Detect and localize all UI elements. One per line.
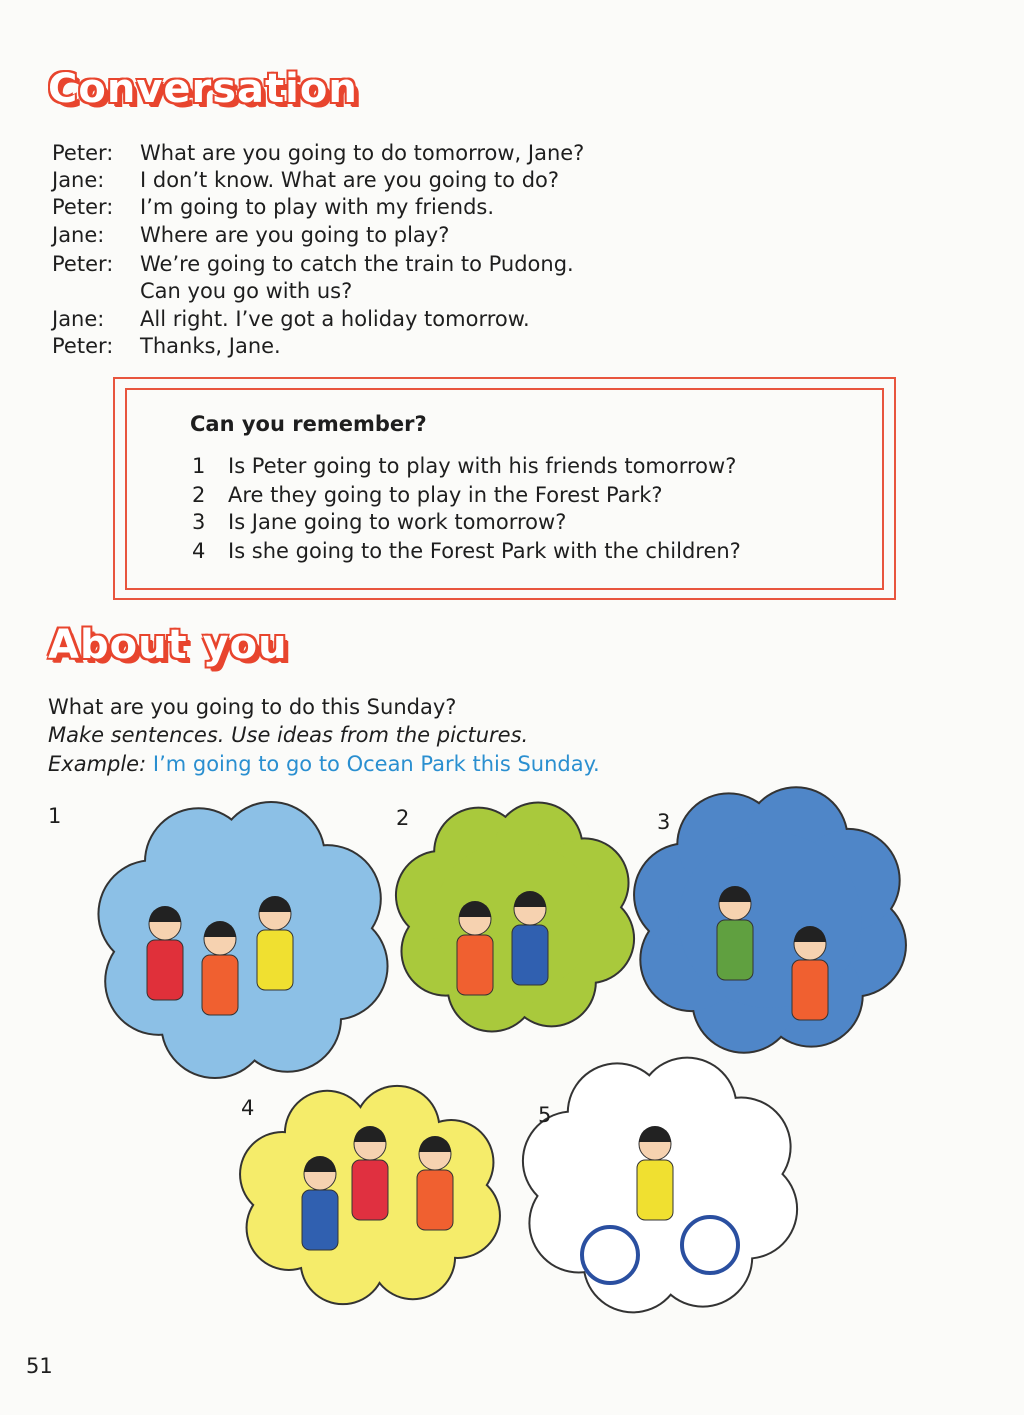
page-number: 51 [26, 1354, 53, 1378]
question-text: Is Jane going to work tomorrow? [228, 510, 567, 534]
question-number: 1 [192, 454, 206, 478]
speaker-name: Jane: [52, 168, 105, 192]
dialogue-line: Can you go with us? [140, 279, 353, 303]
speaker-name: Peter: [52, 195, 114, 219]
dialogue-line: All right. I’ve got a holiday tomorrow. [140, 307, 530, 331]
dialogue-line: We’re going to catch the train to Pudong. [140, 252, 574, 276]
question-number: 3 [192, 510, 206, 534]
dialogue-line: I don’t know. What are you going to do? [140, 168, 560, 192]
speaker-name: Peter: [52, 252, 114, 276]
picture-3-cloud [633, 786, 907, 1053]
about-instruction: Make sentences. Use ideas from the pictures. [48, 723, 529, 747]
question-text: Are they going to play in the Forest Park? [228, 483, 663, 507]
question-text: Is Peter going to play with his friends tomorrow? [228, 454, 737, 478]
picture-number-2: 2 [396, 806, 410, 830]
picture-1-cloud [97, 801, 388, 1079]
dialogue-line: What are you going to do tomorrow, Jane? [140, 141, 585, 165]
question-number: 2 [192, 483, 206, 507]
question-number: 4 [192, 539, 206, 563]
dialogue-line: I’m going to play with my friends. [140, 195, 495, 219]
remember-heading: Can you remember? [190, 412, 427, 436]
about-question: What are you going to do this Sunday? [48, 695, 457, 719]
dialogue-line: Where are you going to play? [140, 223, 450, 247]
picture-2-cloud [395, 801, 635, 1032]
picture-number-1: 1 [48, 804, 62, 828]
picture-number-5: 5 [538, 1103, 552, 1127]
example-label: Example: [48, 752, 147, 776]
picture-number-3: 3 [657, 810, 671, 834]
about-you-title: About you [48, 622, 288, 668]
picture-number-4: 4 [241, 1096, 255, 1120]
speaker-name: Peter: [52, 334, 114, 358]
picture-4-cloud [239, 1085, 501, 1305]
example-text: I’m going to go to Ocean Park this Sunday. [152, 752, 600, 776]
speaker-name: Jane: [52, 223, 105, 247]
dialogue-line: Thanks, Jane. [140, 334, 281, 358]
speaker-name: Peter: [52, 141, 114, 165]
conversation-title: Conversation [48, 66, 358, 112]
speaker-name: Jane: [52, 307, 105, 331]
question-text: Is she going to the Forest Park with the children? [228, 539, 741, 563]
picture-5-cloud [522, 1057, 798, 1314]
